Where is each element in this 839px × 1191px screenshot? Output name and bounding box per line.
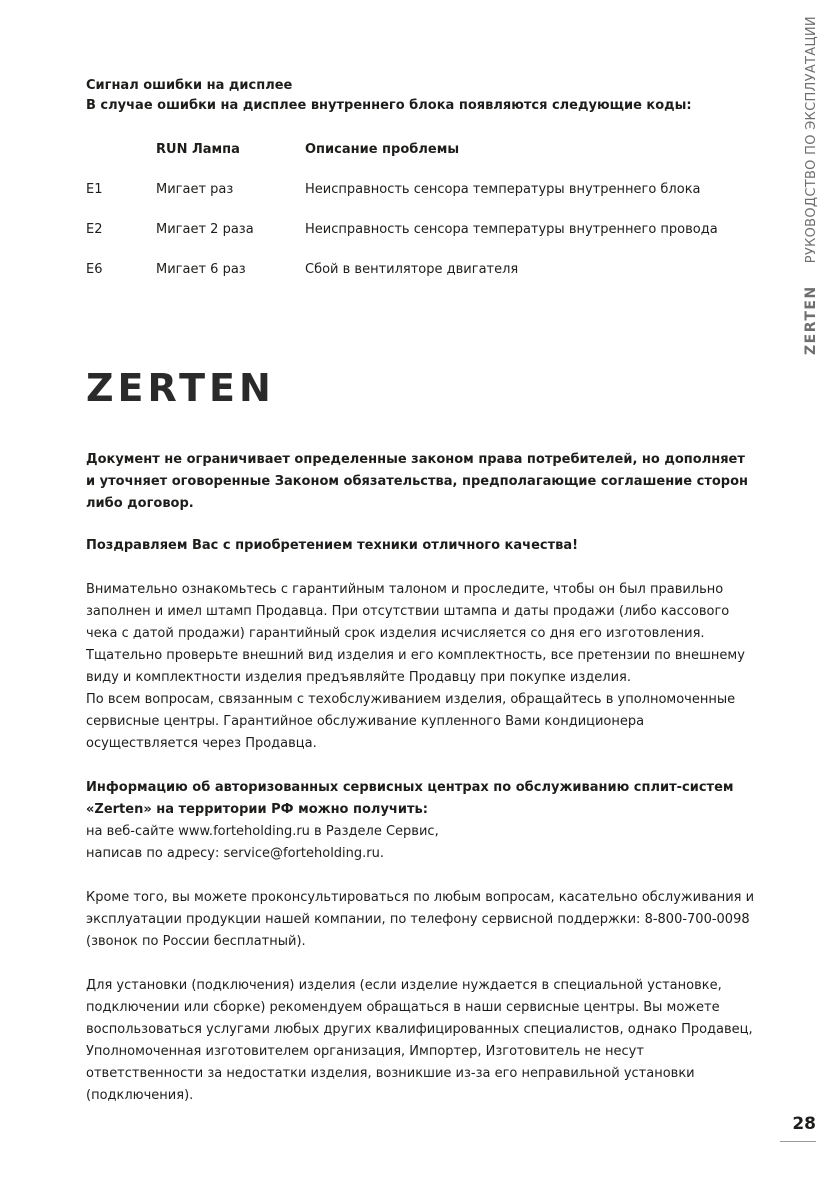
- error-section-title: Сигнал ошибки на дисплее: [86, 78, 293, 93]
- info-website: на веб-сайте www.forteholding.ru в Разделе Сервис,: [86, 824, 439, 839]
- paragraph-4: Кроме того, вы можете проконсультироваться по любым вопросам, касательно обслуживания и эксплуатации продукции нашей компании, по телефону сервисной поддержки: 8-800-700-0098 (звонок по России бесплатный).: [86, 890, 755, 949]
- info-email: написав по адресу: service@forteholding.ru.: [86, 846, 385, 861]
- error-desc: Неисправность сенсора температуры внутреннего провода: [305, 222, 718, 237]
- intro-paragraph: Документ не ограничивает определенные законом права потребителей, но дополняет и уточняет оговоренные Законом обязательства, предполагающие соглашение сторон либо договор.: [86, 452, 749, 511]
- error-section-heading: [86, 76, 692, 116]
- error-lamp: Мигает 6 раз: [156, 262, 246, 277]
- info-title: Информацию об авторизованных сервисных центрах по обслуживанию сплит-систем «Zerten» на территории РФ можно получить:: [86, 780, 734, 817]
- congrats-line: Поздравляем Вас с приобретением техники отличного качества!: [86, 538, 579, 553]
- error-code: E6: [86, 262, 103, 277]
- header-lamp: RUN Лампа: [156, 142, 240, 157]
- paragraph-1: Внимательно ознакомьтесь с гарантийным талоном и проследите, чтобы он был правильно заполнен и имел штамп Продавца. При отсутствии штампа и даты продажи (либо кассового чека с датой продажи) гарантийный срок изделия исчисляется со дня его изготовления.: [86, 582, 730, 641]
- error-desc: Сбой в вентиляторе двигателя: [305, 262, 519, 277]
- page-number-rule: [780, 1141, 816, 1142]
- error-section-subtitle: В случае ошибки на дисплее внутреннего блока появляются следующие коды:: [86, 98, 692, 113]
- side-brand: ZERTEN: [803, 285, 819, 355]
- error-desc: Неисправность сенсора температуры внутреннего блока: [305, 182, 701, 197]
- paragraph-2: Тщательно проверьте внешний вид изделия и его комплектность, все претензии по внешнему виду и комплектности изделия предъявляйте Продавцу при покупке изделия.: [86, 648, 745, 685]
- paragraph-3: По всем вопросам, связанным с техобслуживанием изделия, обращайтесь в уполномоченные сервисные центры. Гарантийное обслуживание купленного Вами кондиционера осуществляется через Продавца.: [86, 692, 736, 751]
- error-code: E2: [86, 222, 103, 237]
- error-code: E1: [86, 182, 103, 197]
- zerten-logo: ZERTEN: [86, 366, 275, 410]
- header-desc: Описание проблемы: [305, 142, 460, 157]
- page-number: 28: [792, 1114, 816, 1134]
- document-body: [86, 449, 756, 1107]
- paragraph-5: Для установки (подключения) изделия (если изделие нуждается в специальной установке, подключении или сборке) рекомендуем обращаться в наши сервисные центры. Вы можете воспользоваться услугами любых других квалифицированных специалистов, однако Продавец, Уполномоченная изготовителем организация, Импортер, Изготовитель не несут ответственности за недостатки изделия, возникшие из-за его неправильной установки (подключения).: [86, 978, 753, 1103]
- error-lamp: Мигает 2 раза: [156, 222, 254, 237]
- error-lamp: Мигает раз: [156, 182, 234, 197]
- side-manual-title: РУКОВОДСТВО ПО ЭКСПЛУАТАЦИИ: [804, 16, 819, 264]
